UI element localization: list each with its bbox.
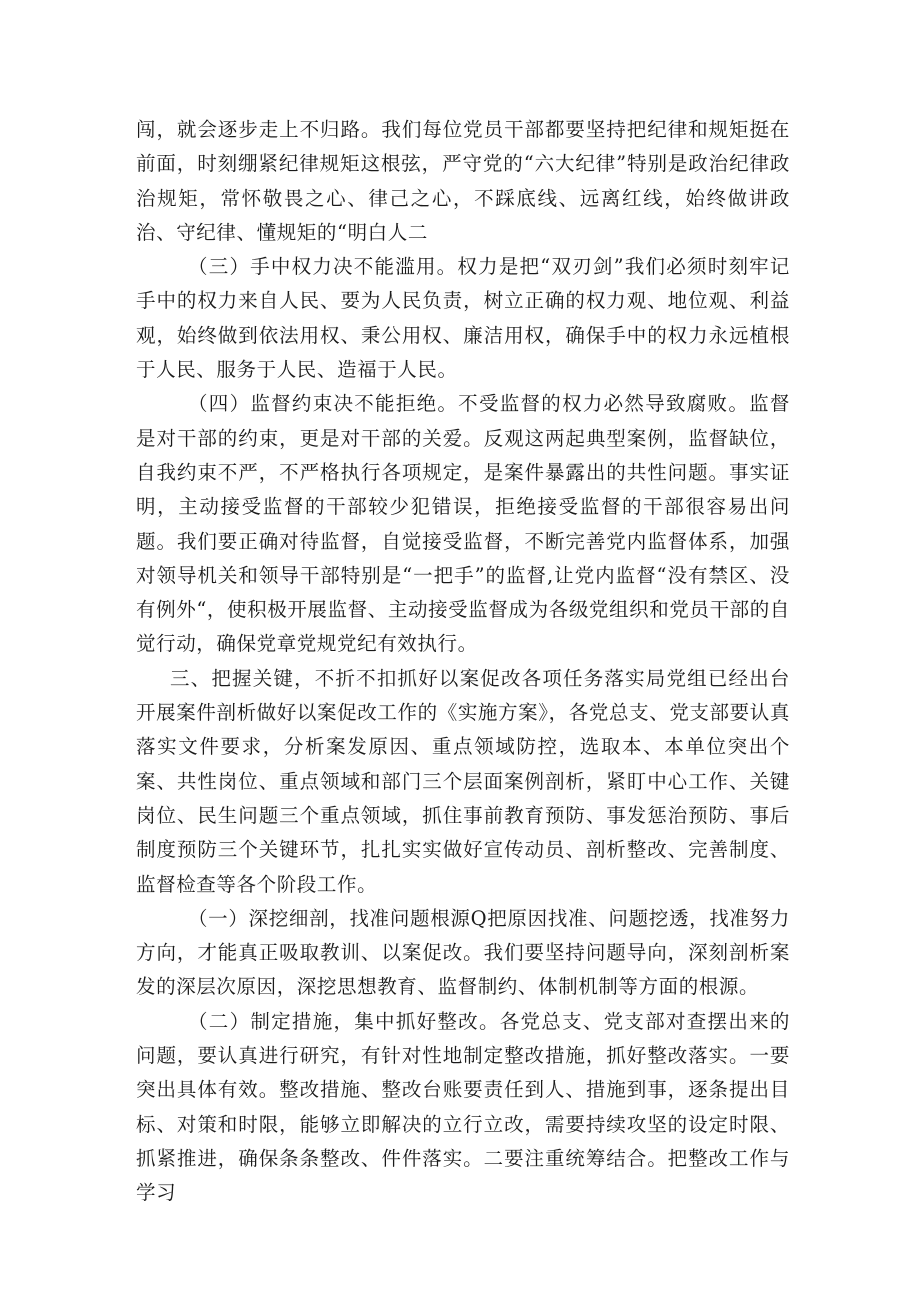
paragraph-accept-supervision: （四）监督约束决不能拒绝。不受监督的权力必然导致腐败。监督是对干部的约束，更是对干部的关爱。反观这两起典型案例，监督缺位，自我约束不严，不严格执行各项规定，是案件暴露出的共性问题。事实证明，主动接受监督的干部较少犯错误，拒绝接受监督的干部很容易出问题。我们要正确对待监督，自觉接受监督，不断完善党内监督体系，加强对领导机关和领导干部特别是“一把手”的监督,让党内监督“没有禁区、没有例外“，使积极开展监督、主动接受监督成为各级党组织和党员干部的自觉行动，确保党章党规党纪有效执行。	[136, 392, 790, 656]
paragraph-discipline-rules: 闯，就会逐步走上不归路。我们每位党员干部都要坚持把纪律和规矩挺在前面，时刻绷紧纪律规矩这根弦，严守党的“六大纪律”特别是政治纪律政治规矩，常怀敬畏之心、律己之心，不踩底线、远离红线，始终做讲政治、守纪律、懂规矩的“明白人二	[136, 118, 790, 244]
paragraph-formulate-measures: （二）制定措施，集中抓好整改。各党总支、党支部对查摆出来的问题，要认真进行研究，有针对性地制定整改措施，抓好整改落实。一要突出具体有效。整改措施、整改台账要责任到人、措施到事，逐条提出目标、对策和时限，能够立即解决的立行立改，需要持续攻坚的设定时限、抓紧推进，确保条条整改、件件落实。二要注重统筹结合。把整改工作与学习	[136, 1009, 790, 1205]
paragraph-dig-deep-root-causes: （一）深挖细剖，找准问题根源Q把原因找准、问题挖透，找准努力方向，才能真正吸取教训、以案促改。我们要坚持问题导向，深刻剖析案发的深层次原因，深挖思想教育、监督制约、体制机制等方面的根源。	[136, 906, 790, 999]
paragraph-section-three-heading: 三、把握关键，不折不扣抓好以案促改各项任务落实局党组已经出台开展案件剖析做好以案促改工作的《实施方案》，各党总支、党支部要认真落实文件要求，分析案发原因、重点领域防控，选取本、本单位突出个案、共性岗位、重点领域和部门三个层面案例剖析，紧盯中心工作、关键岗位、民生问题三个重点领域，抓住事前教育预防、事发惩治预防、事后制度预防三个关键环节，扎扎实实做好宣传动员、剖析整改、完善制度、监督检查等各个阶段工作。	[136, 666, 790, 896]
document-body	[136, 113, 790, 1211]
paragraph-power-not-abused: （三）手中权力决不能滥用。权力是把“双刃剑”我们必须时刻牢记手中的权力来自人民、要为人民负责，树立正确的权力观、地位观、利益观，始终做到依法用权、秉公用权、廉洁用权，确保手中的权力永远植根于人民、服务于人民、造福于人民。	[136, 255, 790, 382]
